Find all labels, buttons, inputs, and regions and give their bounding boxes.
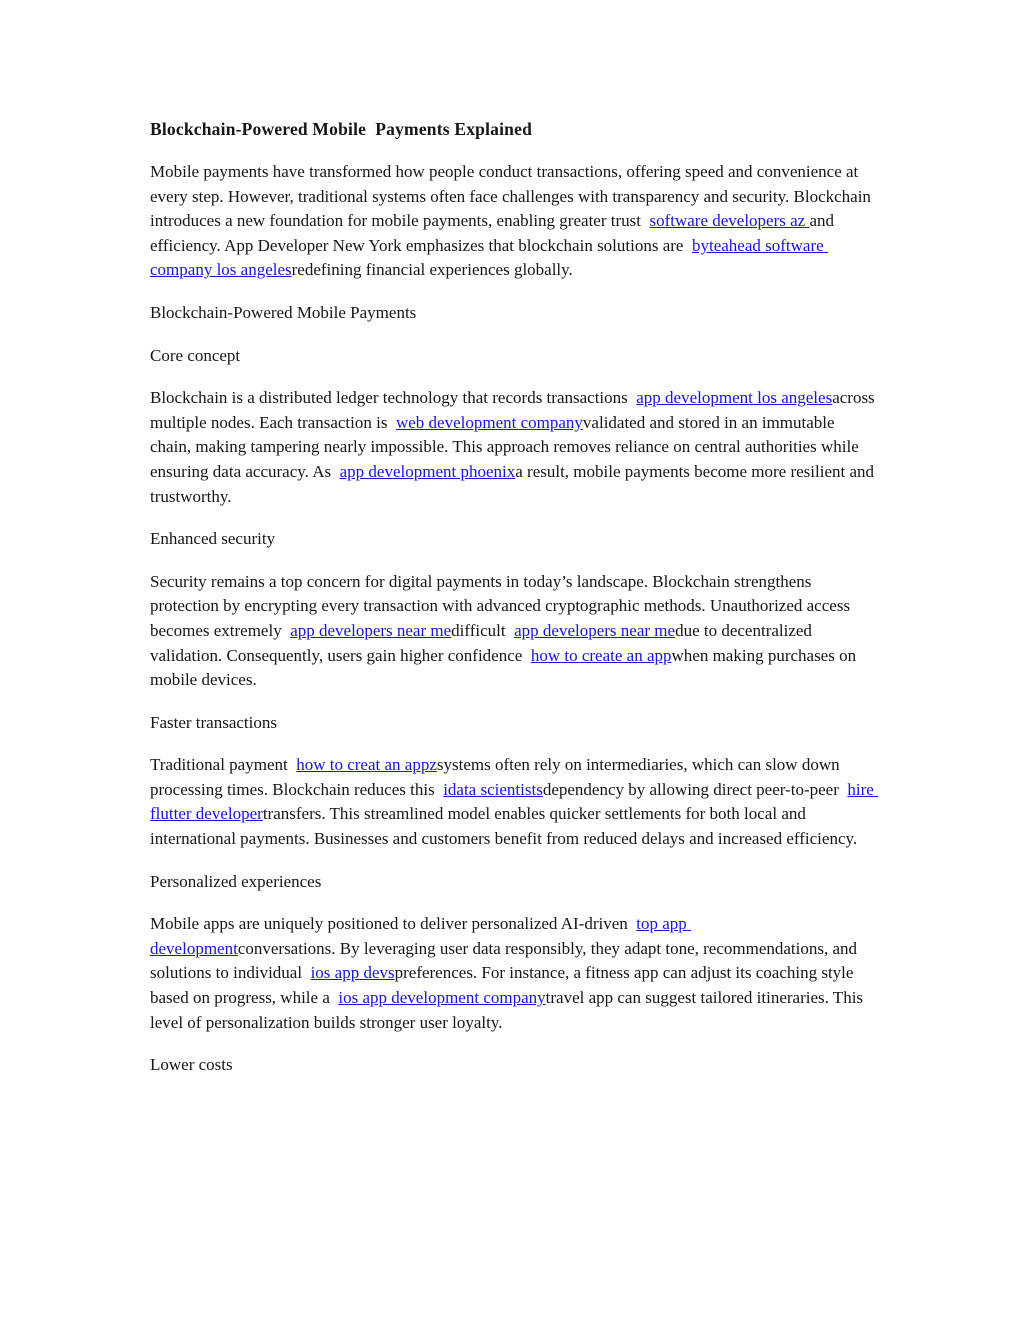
paragraph-intro — [150, 160, 876, 283]
text-run: due to decentralized validation. Consequently, users gain higher confidence — [150, 620, 817, 665]
text-run: dependency by allowing direct peer-to-peer — [542, 779, 848, 799]
link-app-developers-near-me-2[interactable]: app developers near me — [514, 620, 676, 640]
link-idata-scientists[interactable]: idata scientists — [443, 779, 543, 799]
link-app-development-los-angeles[interactable]: app development los angeles — [636, 388, 833, 408]
section-heading-personalized-experiences: Personalized experiences — [150, 871, 322, 891]
link-byteahead-software-company-los-angeles[interactable]: byteahead software company los angeles — [150, 235, 828, 280]
text-run: Traditional payment — [150, 755, 297, 775]
text-run: Blockchain is a distributed ledger technology that records transactions — [150, 388, 637, 408]
section-heading-enhanced-security: Enhanced security — [150, 529, 276, 549]
text-run: difficult — [451, 620, 515, 640]
link-software-developers-az[interactable]: software developers az — [649, 211, 810, 231]
document-title: Blockchain-Powered Mobile Payments Explained — [150, 119, 533, 139]
text-run: validated and stored in an immutable chain, making tampering nearly impossible. This approach removes reliance on central authorities while ensuring data accuracy. As — [150, 412, 863, 481]
link-ios-app-devs[interactable]: ios app devs — [310, 963, 395, 983]
text-run: Mobile apps are uniquely positioned to deliver personalized AI-driven — [150, 914, 637, 934]
link-app-development-phoenix[interactable]: app development phoenix — [339, 461, 516, 481]
text-run: a result, mobile payments become more resilient and trustworthy. — [150, 461, 879, 506]
link-top-app-development[interactable]: top app development — [150, 914, 692, 958]
section-heading-faster-transactions: Faster transactions — [150, 712, 277, 732]
paragraph-personalized-experiences — [150, 912, 876, 1035]
link-how-to-create-an-app[interactable]: how to create an app — [530, 645, 672, 665]
text-run: travel app can suggest tailored itineraries. This level of personalization builds stronger user loyalty. — [150, 988, 868, 1032]
text-run: across multiple nodes. Each transaction is — [150, 388, 879, 432]
text-run: preferences. For instance, a fitness app can adjust its coaching style based on progress, while a — [150, 963, 858, 1008]
link-ios-app-development-company[interactable]: ios app development company — [338, 988, 546, 1008]
text-run: conversations. By leveraging user data responsibly, they adapt tone, recommendations, and solutions to individual — [150, 938, 862, 983]
text-run: when making purchases on mobile devices. — [150, 645, 861, 690]
section-heading-blockchain-powered-mobile-payments: Blockchain-Powered Mobile Payments — [150, 302, 417, 322]
paragraph-faster-transactions — [150, 753, 879, 851]
text-run: and efficiency. App Developer New York emphasizes that blockchain solutions are — [150, 211, 839, 255]
text-run: redefining financial experiences globally. — [291, 260, 573, 280]
text-run: Mobile payments have transformed how people conduct transactions, offering speed and convenience at every step. However, traditional systems often face challenges with transparency and security. Blockchain introduces a new foundation for mobile payments, enabling greater trust — [150, 162, 876, 231]
link-hire-flutter-developer[interactable]: hire flutter developer — [150, 779, 879, 824]
paragraph-enhanced-security — [150, 570, 876, 693]
section-heading-lower-costs: Lower costs — [150, 1055, 233, 1075]
link-web-development-company[interactable]: web development company — [395, 412, 583, 432]
text-run: Security remains a top concern for digital payments in today’s landscape. Blockchain strengthens protection by encrypting every transaction with advanced cryptographic methods. Unauthorized access becomes extremely — [150, 571, 855, 640]
link-app-developers-near-me-1[interactable]: app developers near me — [290, 620, 452, 640]
link-how-to-creat-an-appz[interactable]: how to creat an appz — [296, 755, 437, 775]
text-run: transfers. This streamlined model enables quicker settlements for both local and international payments. Businesses and customers benefit from reduced delays and increased efficiency. — [150, 804, 858, 849]
paragraph-core-concept — [150, 386, 879, 509]
text-run: systems often rely on intermediaries, which can slow down processing times. Blockchain reduces this — [150, 755, 844, 799]
section-heading-core-concept: Core concept — [150, 345, 241, 365]
